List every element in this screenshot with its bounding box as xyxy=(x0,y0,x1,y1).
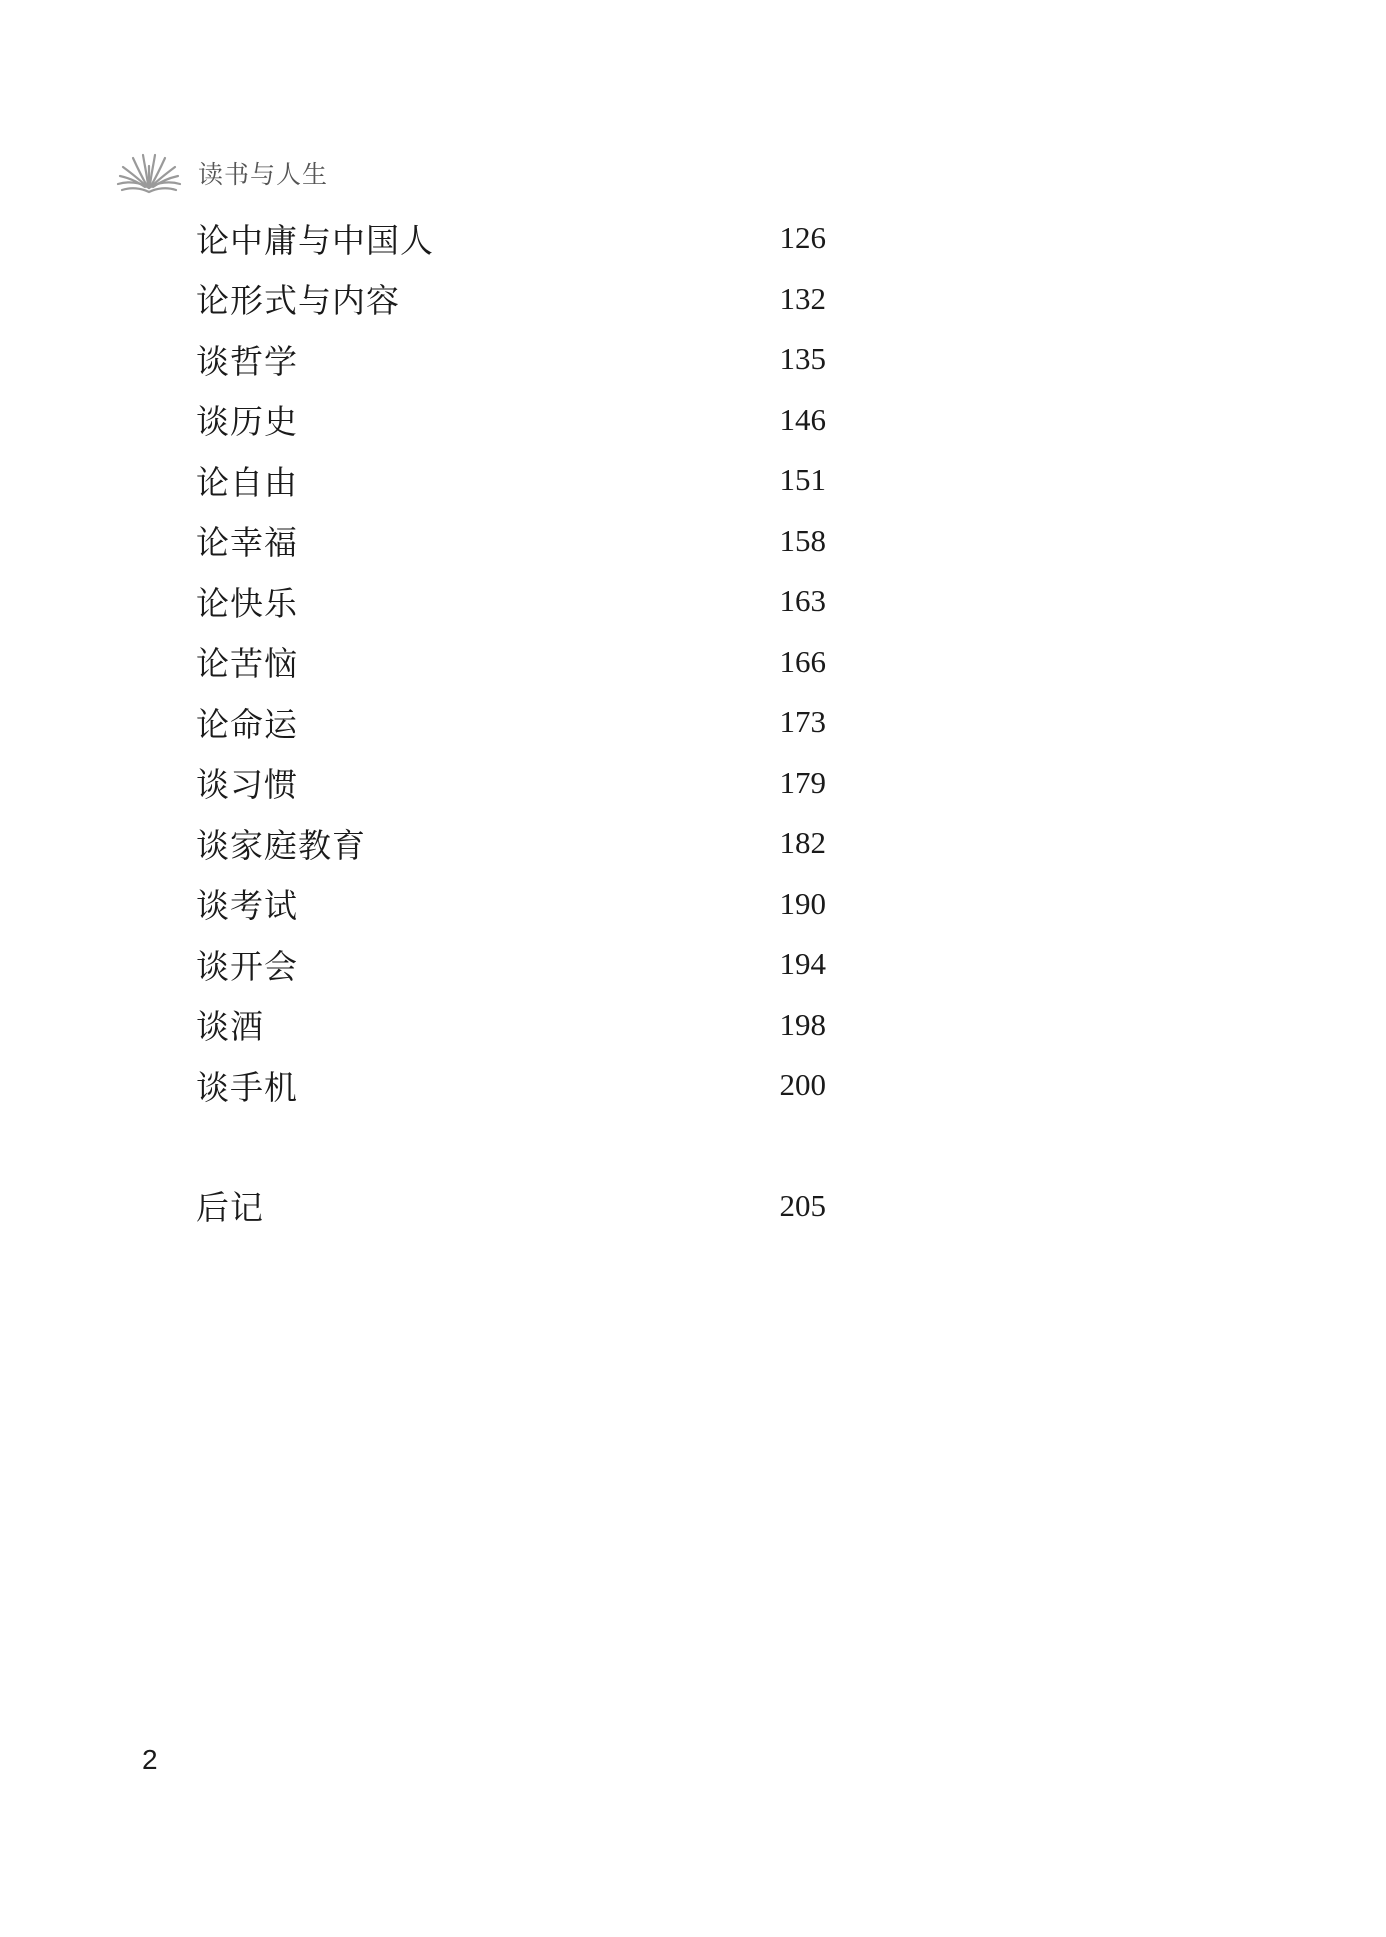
toc-entry-title: 谈家庭教育 xyxy=(196,825,366,865)
toc-entry[interactable] xyxy=(196,390,826,451)
toc-entry-title: 谈考试 xyxy=(196,886,298,926)
toc-entry[interactable] xyxy=(196,208,826,269)
running-title: 读书与人生 xyxy=(198,160,329,189)
toc-entry-title: 谈哲学 xyxy=(196,341,298,381)
toc-entry-page-number: 198 xyxy=(779,1006,826,1042)
toc-entry[interactable] xyxy=(196,511,826,572)
toc-entry[interactable] xyxy=(196,571,826,632)
toc-entry[interactable] xyxy=(196,934,826,995)
toc-entry-page-number: 179 xyxy=(779,764,826,800)
toc-entry-title: 谈开会 xyxy=(196,946,298,986)
toc-entry-title: 论自由 xyxy=(196,462,298,502)
toc-entry[interactable] xyxy=(196,692,826,753)
toc-entry-title: 论形式与内容 xyxy=(196,281,400,321)
toc-entry-page-number: 200 xyxy=(779,1067,826,1103)
toc-entry[interactable] xyxy=(196,753,826,814)
toc-entry[interactable] xyxy=(196,1176,826,1237)
toc-entry-page-number: 135 xyxy=(779,341,826,377)
table-of-contents xyxy=(196,208,826,1236)
toc-entry-page-number: 166 xyxy=(779,643,826,679)
toc-entry[interactable] xyxy=(196,813,826,874)
toc-entry-title: 论快乐 xyxy=(196,583,298,623)
toc-entry[interactable] xyxy=(196,450,826,511)
toc-entry-page-number: 151 xyxy=(779,462,826,498)
toc-entry-page-number: 205 xyxy=(779,1187,826,1223)
toc-entry[interactable] xyxy=(196,269,826,330)
toc-entry-page-number: 182 xyxy=(779,825,826,861)
toc-entry-title: 谈手机 xyxy=(196,1067,298,1107)
open-book-icon xyxy=(116,152,182,194)
toc-entry[interactable] xyxy=(196,632,826,693)
toc-entry-title: 论幸福 xyxy=(196,523,298,563)
toc-entry-page-number: 190 xyxy=(779,885,826,921)
toc-entry[interactable] xyxy=(196,874,826,935)
toc-entry-page-number: 146 xyxy=(779,401,826,437)
toc-entry-title: 论命运 xyxy=(196,704,298,744)
page-number: 2 xyxy=(142,1744,158,1775)
toc-entry-page-number: 163 xyxy=(779,583,826,619)
toc-entry-page-number: 132 xyxy=(779,280,826,316)
toc-entry[interactable] xyxy=(196,995,826,1056)
toc-entry-title: 论苦恼 xyxy=(196,644,298,684)
running-header xyxy=(116,152,328,194)
toc-entry-page-number: 173 xyxy=(779,704,826,740)
toc-entry[interactable] xyxy=(196,1055,826,1116)
toc-entry-title: 谈酒 xyxy=(196,1007,264,1047)
toc-entry-title: 后记 xyxy=(196,1188,264,1228)
toc-entry[interactable] xyxy=(196,329,826,390)
toc-entry-page-number: 126 xyxy=(779,220,826,256)
toc-entry-title: 谈历史 xyxy=(196,402,298,442)
toc-entry-title: 论中庸与中国人 xyxy=(196,220,434,260)
toc-entry-page-number: 194 xyxy=(779,946,826,982)
toc-entry-page-number: 158 xyxy=(779,522,826,558)
toc-entry-title: 谈习惯 xyxy=(196,765,298,805)
